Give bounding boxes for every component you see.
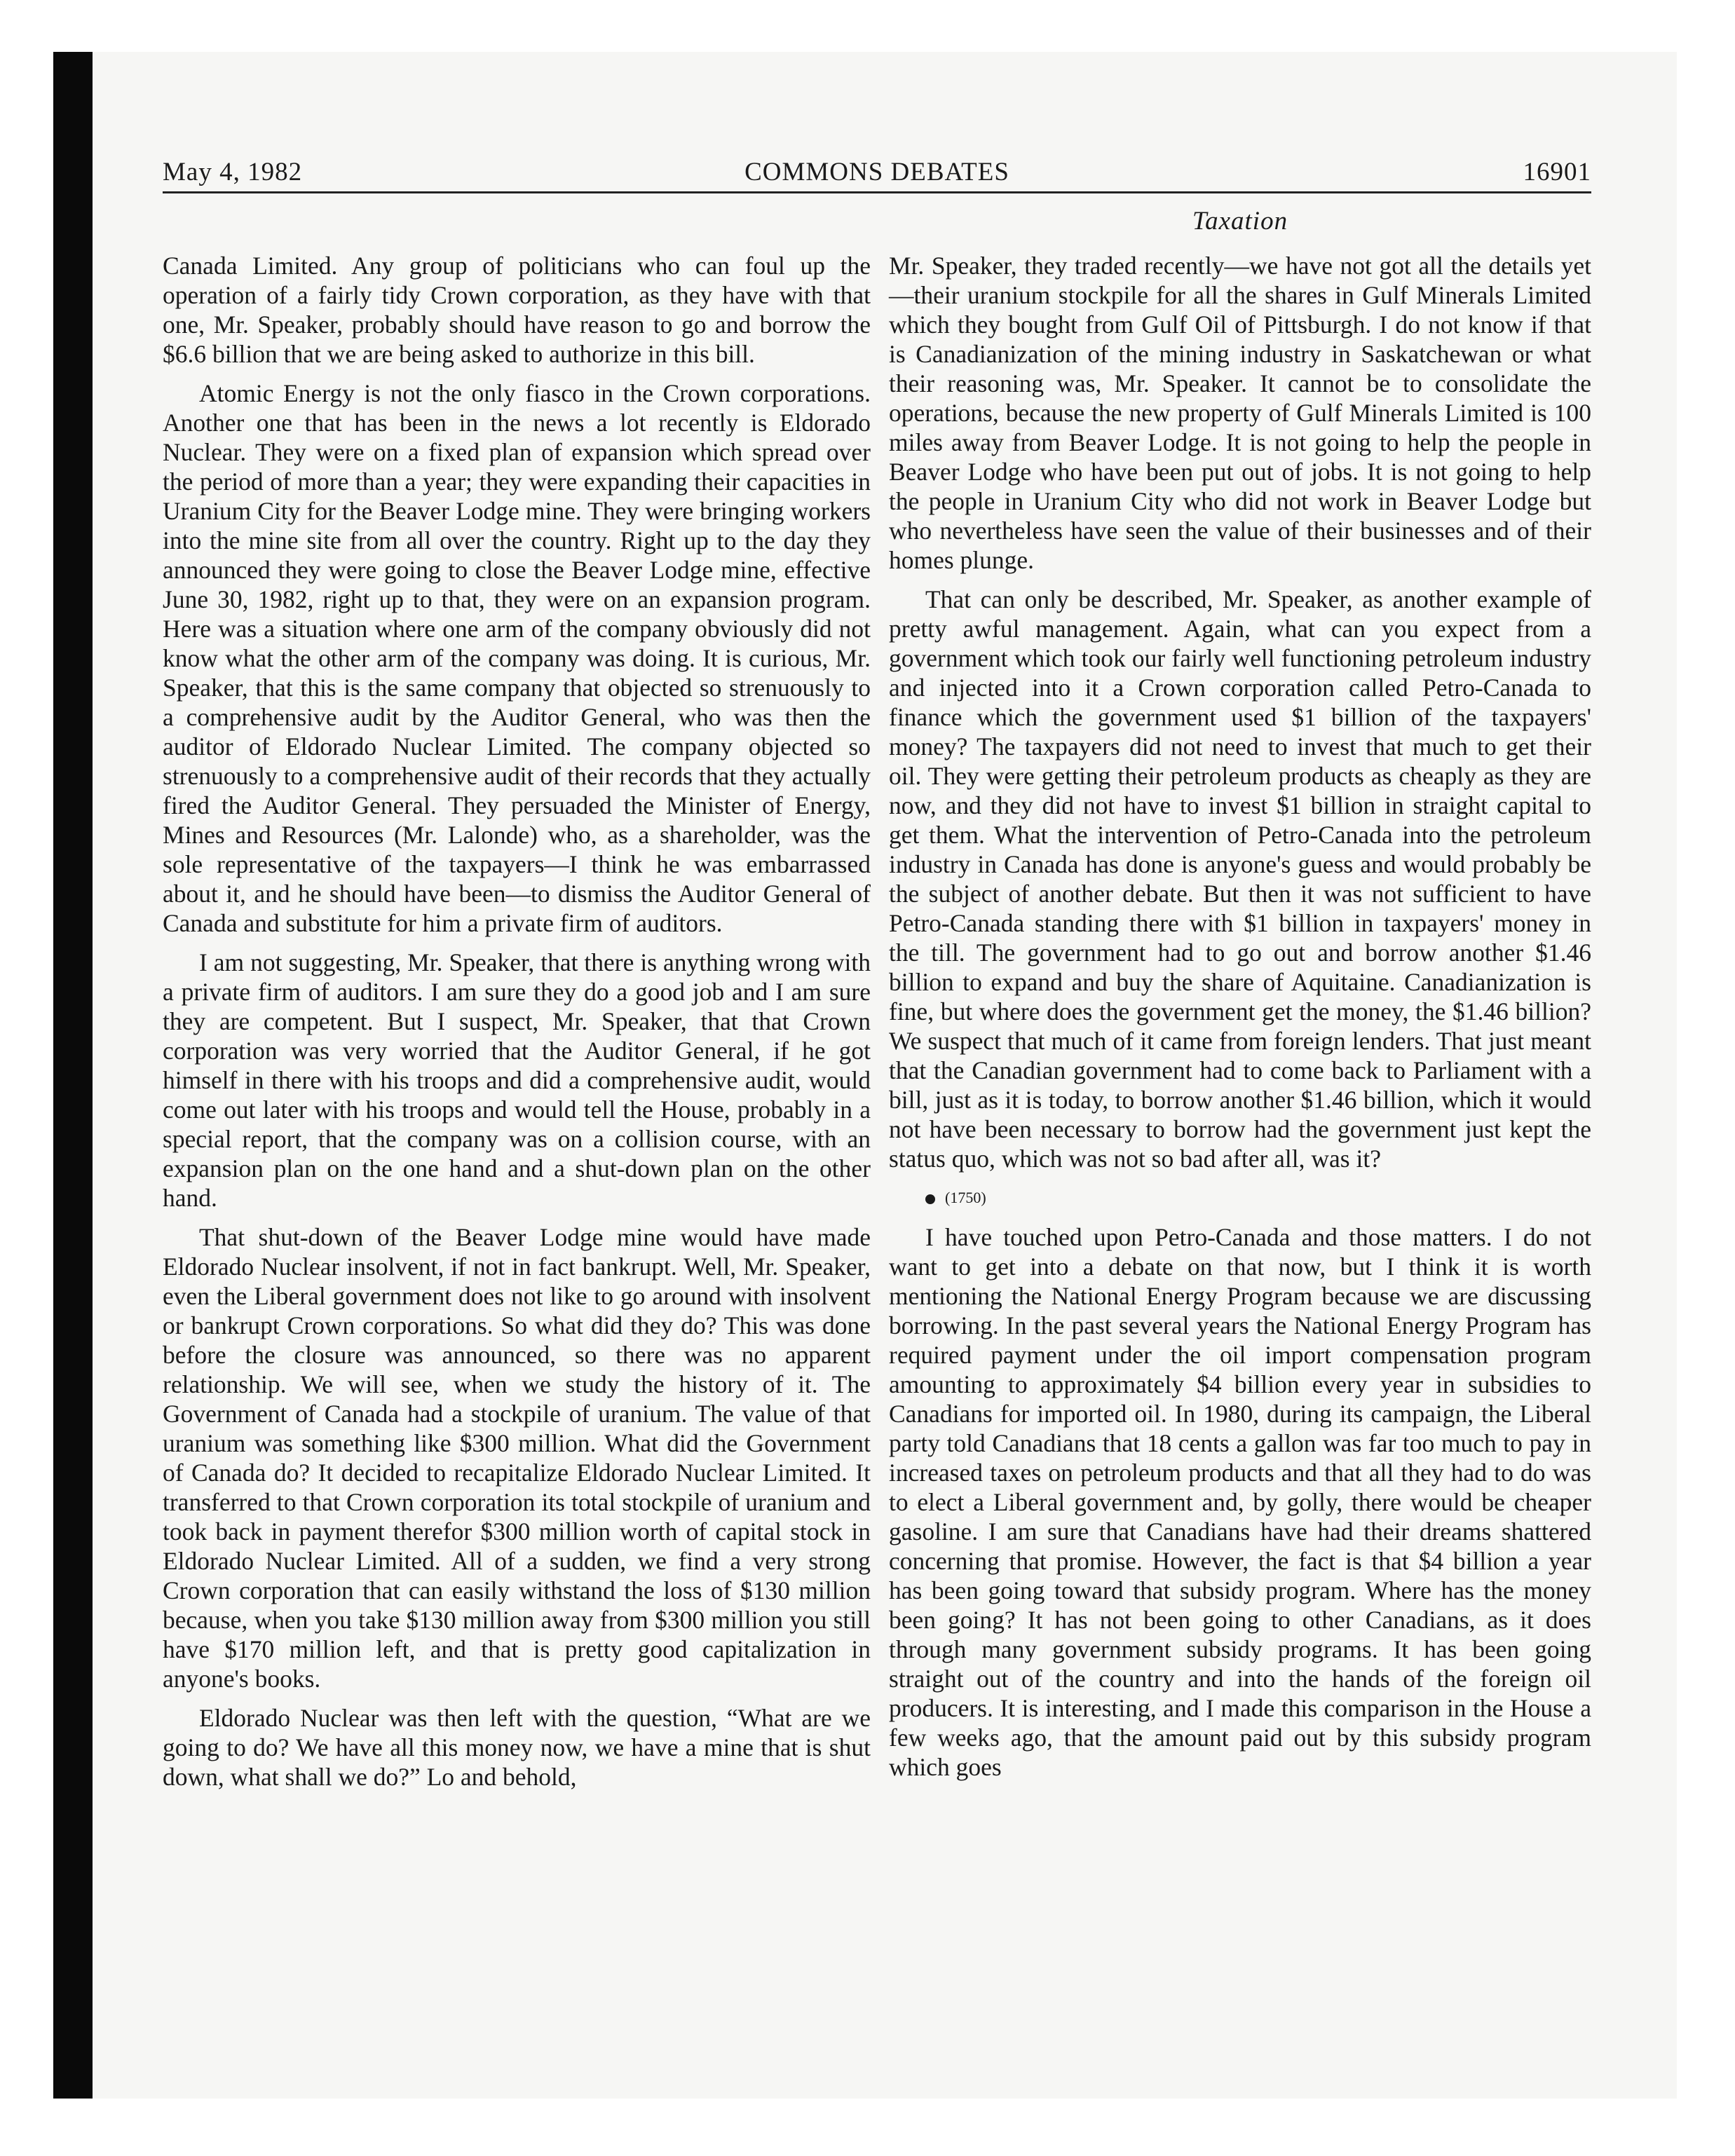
paragraph: That can only be described, Mr. Speaker, as another example of pretty awful management. Again, what can you expect from a government which took our fairly well functioning petroleum industry and injected into it a Crown corporation called Petro-Canada to finance which the government used $1 billion of the taxpayers' money? The taxpayers did not need to invest that much to get their oil. They were getting their petroleum products as cheaply as they are now, and they did not have to invest $1 billion in straight capital to get them. What the intervention of Petro-Canada into the petroleum industry in Canada has done is anyone's guess and would probably be the subject of another debate. But then it was not sufficient to have Petro-Canada standing there with $1 billion in taxpayers' money in the till. The government had to go out and borrow another $1.46 billion to expand and buy the share of Aquitaine. Canadianization is fine, but where does the government get the money, the $1.46 billion? We suspect that much of it came from foreign lenders. That just meant that the Canadian government had to come back to Parliament with a bill, just as it is today, to borrow another $1.46 billion, which it would not have been necessary to borrow had the government just kept the status quo, which was not so bad after all, was it?: [889, 585, 1591, 1173]
header-title: COMMONS DEBATES: [744, 158, 1009, 186]
time-stamp: [889, 1183, 1591, 1213]
bullet-icon: [925, 1194, 935, 1204]
paragraph: Atomic Energy is not the only fiasco in the Crown corporations. Another one that has been in the news a lot recently is Eldorado Nuclear. They were on a fixed plan of expansion which spread over the period of more than a year; they were expanding their capacities in Uranium City for the Beaver Lodge mine. They were bringing workers into the mine site from all over the country. Right up to the day they announced they were going to close the Beaver Lodge mine, effective June 30, 1982, right up to that, they were on an expansion program. Here was a situation where one arm of the company obviously did not know what the other arm of the company was doing. It is curious, Mr. Speaker, that this is the same company that objected so strenuously to a comprehensive audit by the Auditor General, who was then the auditor of Eldorado Nuclear Limited. The company objected so strenuously to a comprehensive audit of their records that they actually fired the Auditor General. They persuaded the Minister of Energy, Mines and Resources (Mr. Lalonde) who, as a shareholder, was the sole representative of the taxpayers—I think he was embarrassed about it, and he should have been—to dismiss the Auditor General of Canada and substitute for him a private firm of auditors.: [163, 379, 871, 937]
paragraph: I am not suggesting, Mr. Speaker, that there is anything wrong with a private firm of auditors. I am sure they do a good job and I am sure they are competent. But I suspect, Mr. Speaker, that that Crown corporation was very worried that the Auditor General, if he got himself in there with his troops and did a comprehensive audit, would come out later with his troops and would tell the House, probably in a special report, that the company was on a collision course, with an expansion plan on the one hand and a shut-down plan on the other hand.: [163, 948, 871, 1212]
paragraph: That shut-down of the Beaver Lodge mine would have made Eldorado Nuclear insolvent, if not in fact bankrupt. Well, Mr. Speaker, even the Liberal government does not like to go around with insolvent or bankrupt Crown corporations. So what did they do? This was done before the closure was announced, so there was no apparent relationship. We will see, when we study the history of it. The Government of Canada had a stockpile of uranium. The value of that uranium was something like $300 million. What did the Government of Canada do? It decided to recapitalize Eldorado Nuclear Limited. It transferred to that Crown corporation its total stockpile of uranium and took back in payment therefor $300 million worth of capital stock in Eldorado Nuclear Limited. All of a sudden, we find a very strong Crown corporation that can easily withstand the loss of $130 million because, when you take $130 million away from $300 million you still have $170 million left, and that is pretty good capitalization in anyone's books.: [163, 1223, 871, 1693]
left-column: [163, 251, 871, 1801]
section-title: Taxation: [1192, 207, 1288, 236]
paragraph: Mr. Speaker, they traded recently—we have not got all the details yet—their uranium stockpile for all the shares in Gulf Minerals Limited which they bought from Gulf Oil of Pittsburgh. I do not know if that is Canadianization of the mining industry in Saskatchewan or what their reasoning was, Mr. Speaker. It cannot be to consolidate the operations, because the new property of Gulf Minerals Limited is 100 miles away from Beaver Lodge. It is not going to help the people in Beaver Lodge who have been put out of jobs. It is not going to help the people in Uranium City who did not work in Beaver Lodge but who nevertheless have seen the value of their businesses and of their homes plunge.: [889, 252, 1591, 574]
paragraph: Canada Limited. Any group of politicians who can foul up the operation of a fairly tidy Crown corporation, as they have with that one, Mr. Speaker, probably should have reason to go and borrow the $6.6 billion that we are being asked to authorize in this bill.: [163, 252, 871, 368]
time-stamp-text: (1750): [945, 1189, 986, 1206]
paragraph: Eldorado Nuclear was then left with the question, “What are we going to do? We have all this money now, we have a mine that is shut down, what shall we do?” Lo and behold,: [163, 1704, 871, 1791]
page-header: [163, 157, 1591, 193]
header-page-number: 16901: [1523, 158, 1591, 186]
scan-edge: [53, 52, 93, 2099]
paragraph: I have touched upon Petro-Canada and those matters. I do not want to get into a debate on that now, but I think it is worth mentioning the National Energy Program because we are discussing borrowing. In the past several years the National Energy Program has required payment under the oil import compensation program amounting to approximately $4 billion every year in subsidies to Canadians for imported oil. In 1980, during its campaign, the Liberal party told Canadians that 18 cents a gallon was far too much to pay in increased taxes on petroleum products and that all they had to do was to elect a Liberal government and, by golly, there would be cheaper gasoline. I am sure that Canadians have had their dreams shattered concerning that promise. However, the fact is that $4 billion a year has been going toward that subsidy program. Where has the money been going? It has not been going to other Canadians, as it does through many government subsidy programs. It has been going straight out of the country and into the hands of the foreign oil producers. It is interesting, and I made this comparison in the House a few weeks ago, that the amount paid out by this subsidy program which goes: [889, 1223, 1591, 1781]
right-column: [889, 251, 1591, 1792]
header-date: May 4, 1982: [163, 158, 303, 186]
header-rule: [163, 191, 1591, 193]
